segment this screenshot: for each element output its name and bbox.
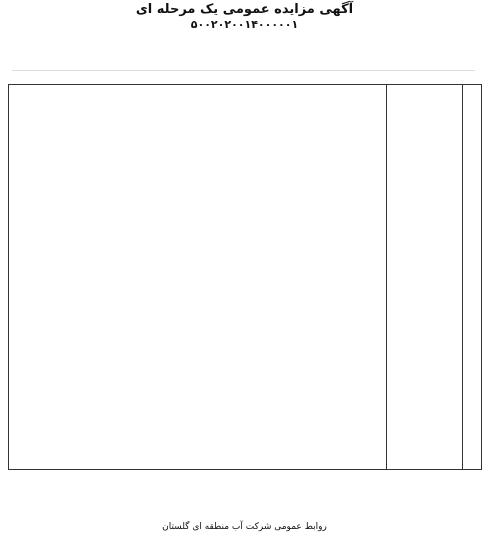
- intro-paragraph: [12, 38, 475, 71]
- row-label-column: [386, 85, 463, 469]
- notes-section: [12, 472, 475, 526]
- page-title: آگهی مزایده عمومی یک مرحله ای: [135, 2, 354, 17]
- details-table: [8, 84, 482, 470]
- row-number-column: [462, 85, 481, 469]
- auction-number: ۵۰۰۲۰۲۰۰۱۴۰۰۰۰۰۱: [190, 18, 299, 31]
- footer-signature: روابط عمومی شرکت آب منطقه ای گلستان: [162, 522, 327, 532]
